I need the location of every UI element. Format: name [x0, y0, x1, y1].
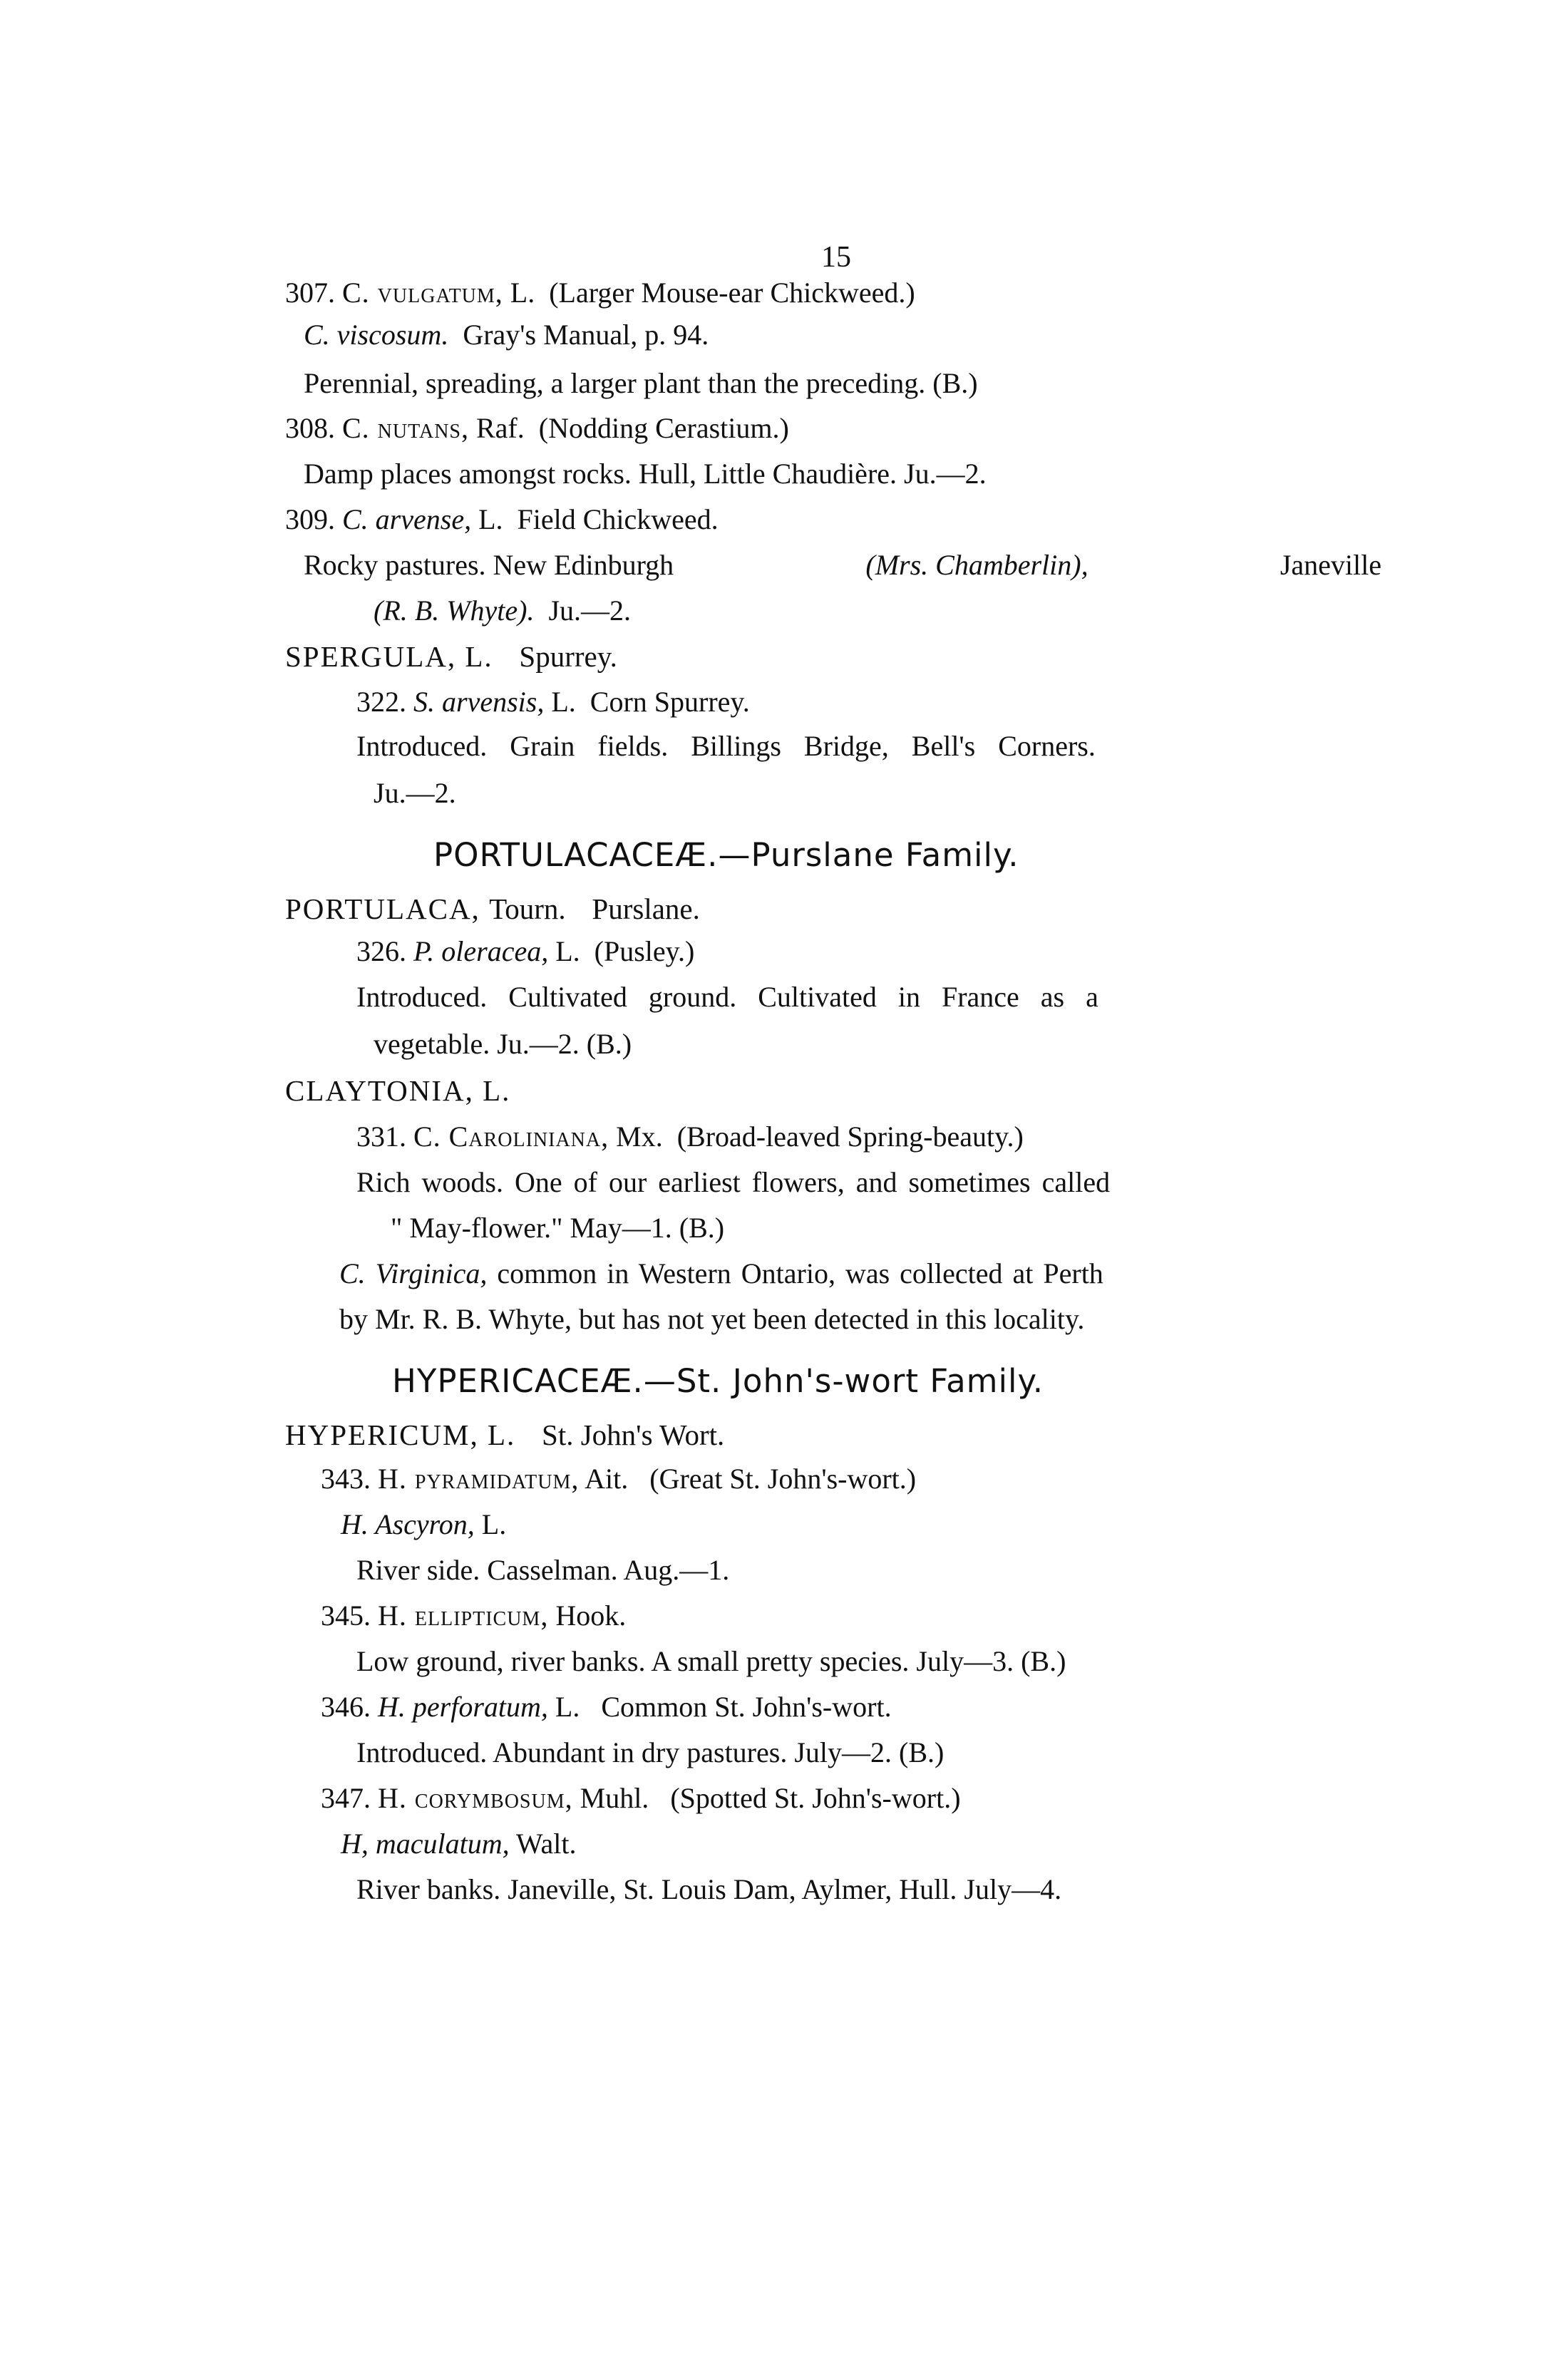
description-text: Ju.—2. — [548, 594, 632, 627]
common-name: (Great St. John's-wort.) — [649, 1463, 917, 1495]
species-number: 346. — [321, 1691, 371, 1723]
description-line: vegetable. Ju.—2. (B.) — [374, 1028, 632, 1060]
synonym-line — [341, 1507, 506, 1542]
species-number: 331. — [356, 1121, 406, 1153]
species-authority: Muhl. — [580, 1782, 649, 1814]
species-authority: L. — [510, 277, 535, 309]
description-line — [374, 593, 631, 629]
species-authority: Hook. — [555, 1599, 627, 1632]
species-name: C. arvense, — [342, 503, 472, 535]
species-authority: L. — [551, 686, 576, 718]
species-authority: L. — [478, 503, 503, 535]
species-name: C. Caroliniana, — [413, 1121, 609, 1153]
species-entry-347 — [321, 1781, 961, 1816]
species-name: H. pyramidatum, — [378, 1463, 580, 1495]
species-entry-343 — [321, 1461, 916, 1497]
species-entry-322 — [356, 684, 750, 720]
species-entry-345 — [321, 1598, 626, 1634]
species-name: H. corymbosum, — [378, 1782, 573, 1814]
species-entry-307 — [285, 275, 915, 311]
common-name: (Spotted St. John's-wort.) — [670, 1782, 961, 1814]
common-name: (Pusley.) — [594, 935, 695, 967]
species-number: 307. — [285, 277, 335, 309]
common-name: Purslane. — [592, 892, 700, 925]
species-name: C. nutans, — [342, 412, 469, 444]
description-line: Ju.—2. — [374, 777, 456, 809]
synonym-authority: Walt. — [515, 1828, 577, 1860]
synonym-name: H. Ascyron, — [341, 1508, 475, 1540]
common-name: (Broad-leaved Spring-beauty.) — [676, 1121, 1024, 1153]
note-line: by Mr. R. B. Whyte, but has not yet been detected in this locality. — [339, 1303, 1085, 1335]
description-line: Rich woods. One of our earliest flowers, and sometimes called — [356, 1166, 1111, 1198]
species-entry-331 — [356, 1119, 1024, 1155]
collector-name: (Mrs. Chamberlin), — [865, 549, 1088, 581]
species-name: C. vulgatum, — [342, 277, 503, 309]
description-line — [304, 547, 1381, 583]
species-number: 326. — [356, 935, 406, 967]
family-heading-hypericaceae: HYPERICACEÆ.—St. John's-wort Family. — [392, 1362, 1044, 1400]
description-line: Low ground, river banks. A small pretty species. July—3. (B.) — [356, 1645, 1066, 1677]
species-authority: Mx. — [616, 1121, 663, 1153]
common-name: Corn Spurrey. — [590, 686, 750, 718]
page-number: 15 — [821, 241, 851, 274]
common-name: St. John's Wort. — [542, 1418, 725, 1451]
description-text: Janeville — [1280, 549, 1381, 581]
common-name: Spurrey. — [519, 640, 617, 673]
species-name: H. ellipticum, — [378, 1599, 549, 1632]
species-name: P. oleracea, — [413, 935, 549, 967]
species-authority: L. — [555, 935, 580, 967]
genus-heading-hypericum — [285, 1417, 724, 1453]
genus-heading-spergula — [285, 639, 617, 674]
note-text: common in Western Ontario, was collected at Perth — [497, 1257, 1103, 1289]
synonym-line — [341, 1826, 576, 1862]
species-number: 308. — [285, 412, 335, 444]
synonym-authority: L. — [481, 1508, 507, 1540]
species-number: 345. — [321, 1599, 371, 1632]
species-entry-308 — [285, 411, 789, 446]
species-entry-346 — [321, 1689, 892, 1725]
common-name: (Larger Mouse-ear Chickweed.) — [549, 277, 915, 309]
species-number: 322. — [356, 686, 406, 718]
description-text: Rocky pastures. New Edinburgh — [304, 549, 674, 581]
reference-text: Gray's Manual, p. 94. — [463, 319, 709, 351]
collector-name: (R. B. Whyte). — [374, 594, 535, 627]
species-authority: L. — [555, 1691, 580, 1723]
genus-heading-portulaca — [285, 891, 700, 927]
genus-authority: Tourn. — [489, 892, 566, 925]
species-number: 309. — [285, 503, 335, 535]
genus-name: PORTULACA, — [285, 892, 480, 925]
synonym-line — [304, 317, 709, 353]
description-line: Introduced. Grain fields. Billings Bridge, Bell's Corners. — [356, 730, 1096, 762]
synonym-name: H, maculatum, — [341, 1828, 510, 1860]
species-entry-326 — [356, 934, 694, 969]
description-line: River side. Casselman. Aug.—1. — [356, 1554, 730, 1586]
common-name: Common St. John's-wort. — [601, 1691, 892, 1723]
species-number: 347. — [321, 1782, 371, 1814]
description-line: " May-flower." May—1. (B.) — [391, 1212, 725, 1244]
note-line — [339, 1256, 1103, 1292]
family-heading-portulacaceae: PORTULACACEÆ.—Purslane Family. — [433, 836, 1019, 874]
description-line: Perennial, spreading, a larger plant than the preceding. (B.) — [304, 367, 978, 399]
species-name: C. Virginica, — [339, 1257, 488, 1289]
species-authority: Ait. — [585, 1463, 629, 1495]
species-name: H. perforatum, — [378, 1691, 548, 1723]
synonym-name: C. viscosum. — [304, 319, 449, 351]
common-name: Field Chickweed. — [517, 503, 719, 535]
genus-name: SPERGULA, L. — [285, 640, 493, 673]
genus-name: HYPERICUM, L. — [285, 1418, 516, 1451]
description-line: Introduced. Cultivated ground. Cultivated in France as a — [356, 981, 1098, 1013]
genus-heading-claytonia: CLAYTONIA, L. — [285, 1074, 511, 1107]
species-name: S. arvensis, — [413, 686, 545, 718]
species-entry-309 — [285, 502, 719, 537]
description-line: River banks. Janeville, St. Louis Dam, Aylmer, Hull. July—4. — [356, 1873, 1062, 1905]
description-line: Damp places amongst rocks. Hull, Little Chaudière. Ju.—2. — [304, 458, 987, 490]
species-authority: Raf. — [476, 412, 525, 444]
description-line: Introduced. Abundant in dry pastures. July—2. (B.) — [356, 1736, 945, 1768]
species-number: 343. — [321, 1463, 371, 1495]
common-name: (Nodding Cerastium.) — [538, 412, 789, 444]
